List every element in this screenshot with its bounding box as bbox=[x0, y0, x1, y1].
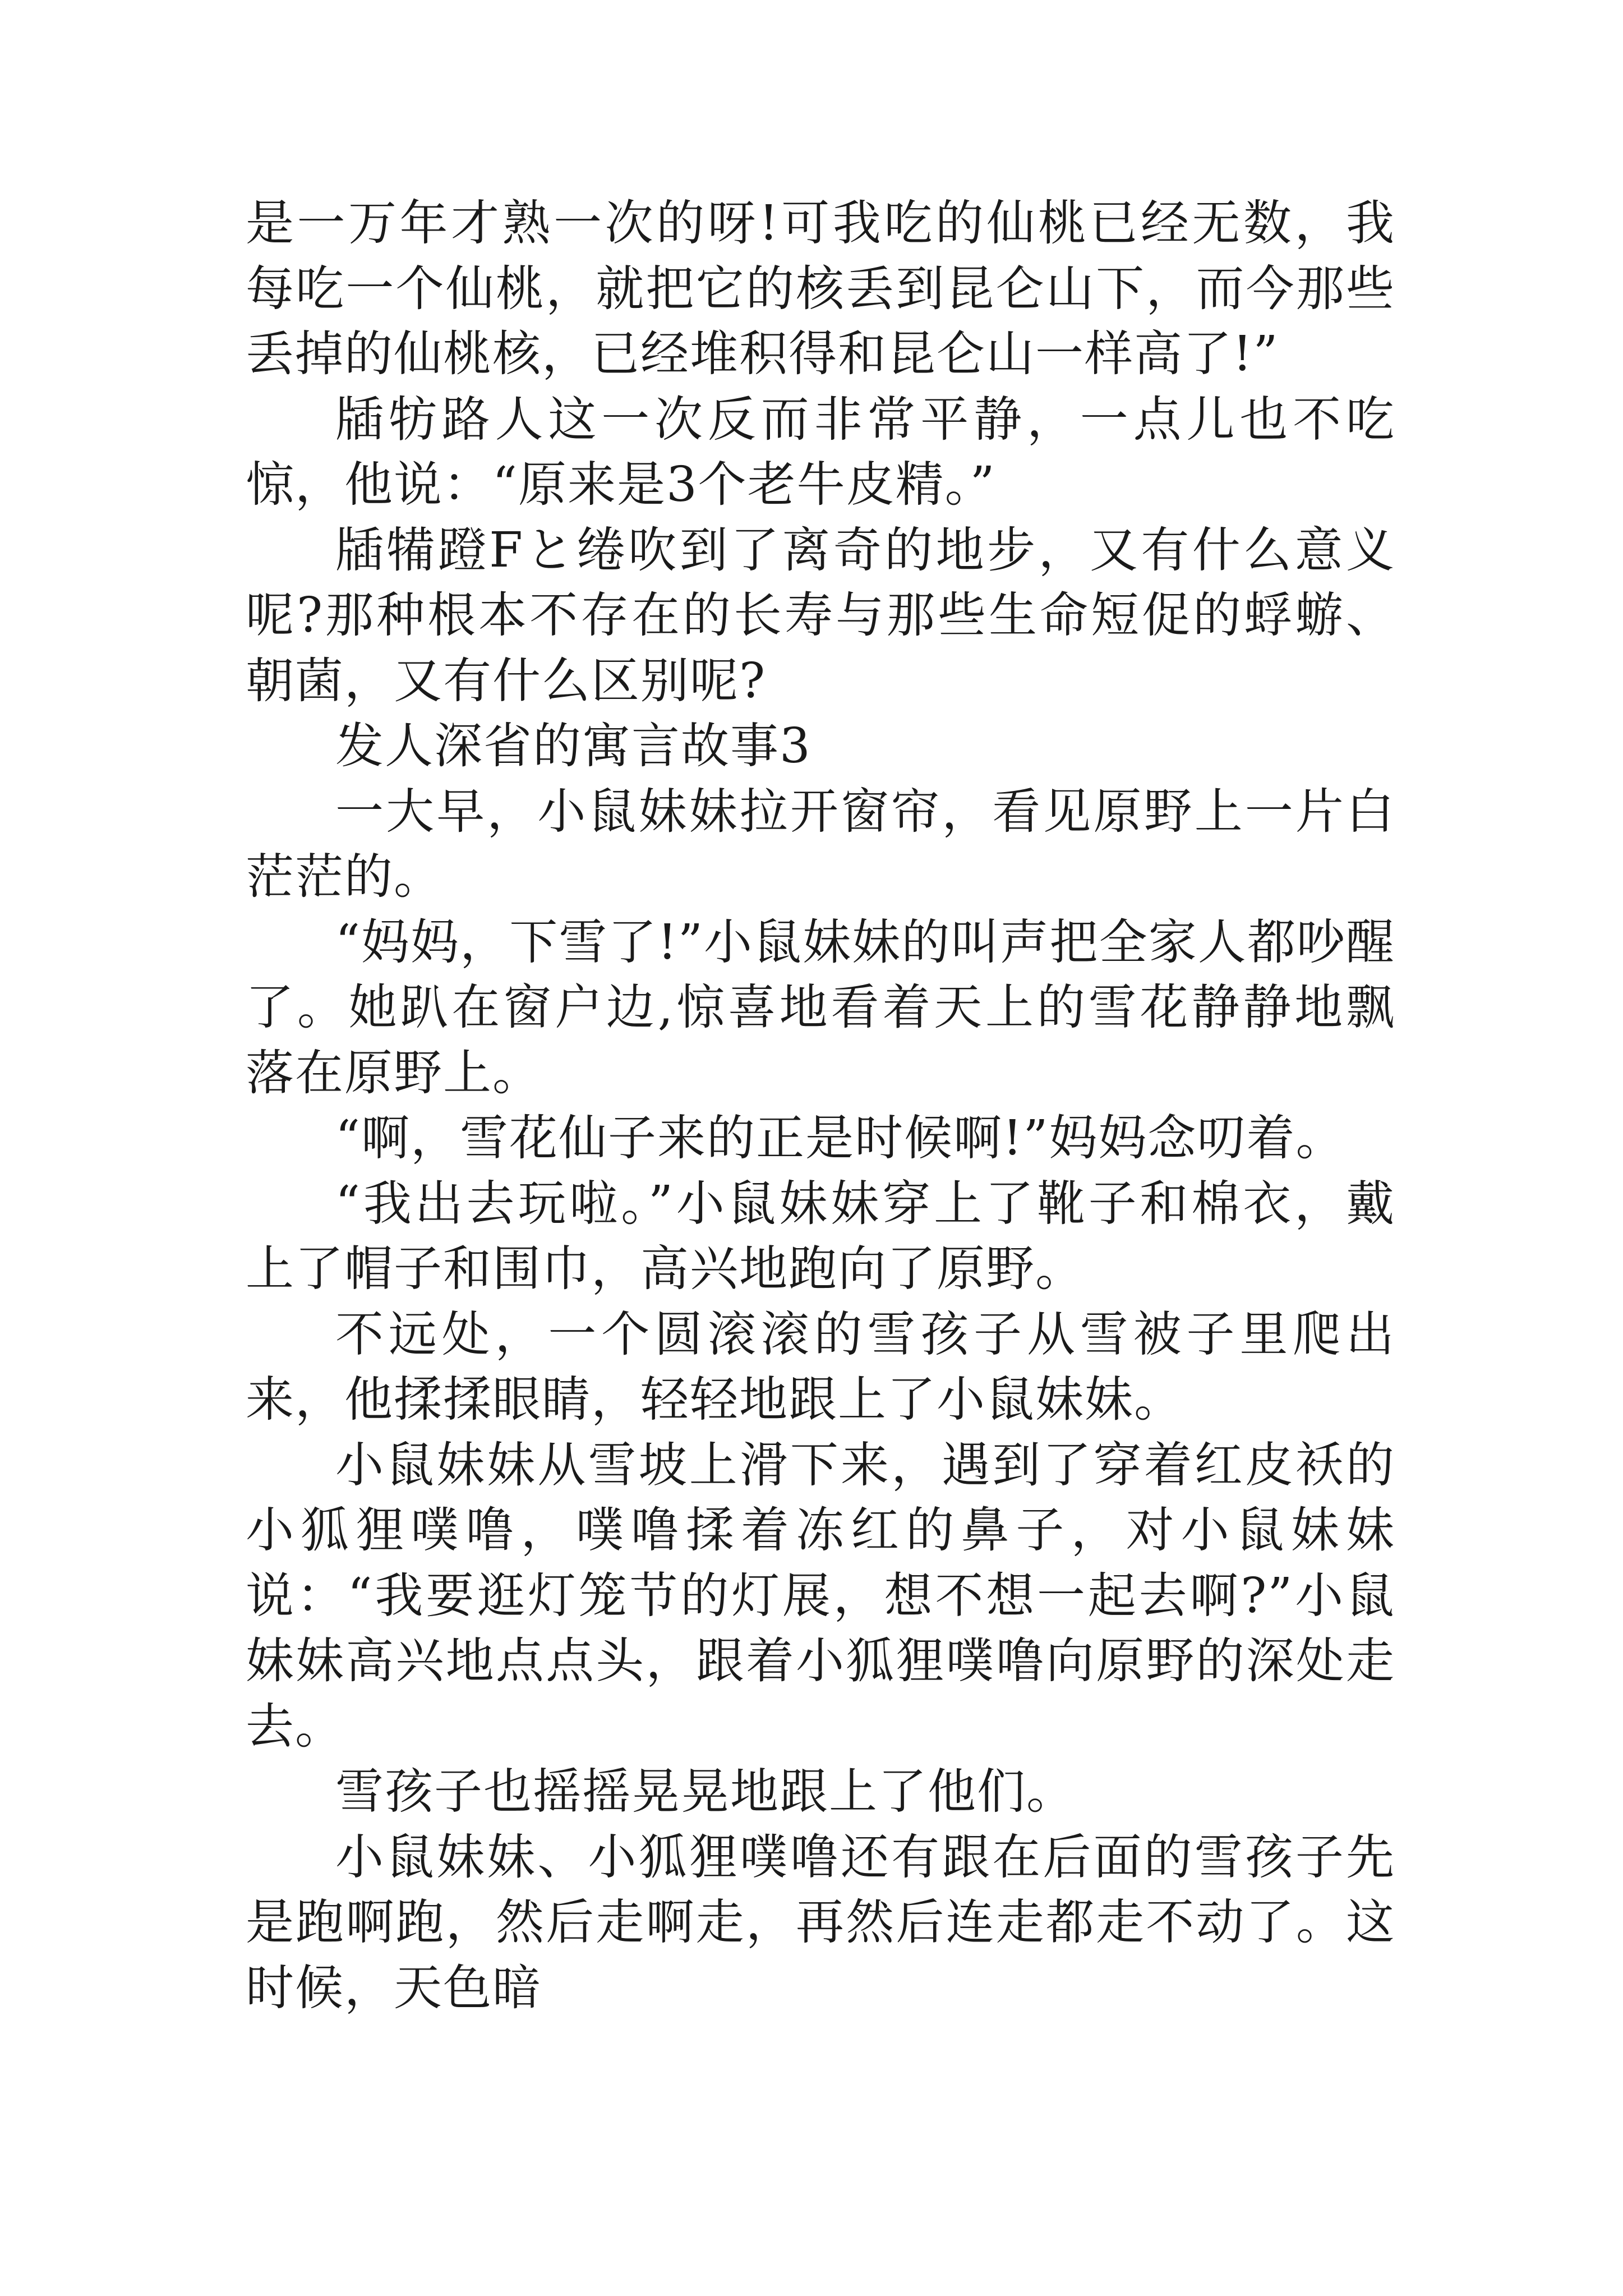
paragraph: 是一万年才熟一次的呀!可我吃的仙桃已经无数，我每吃一个仙桃，就把它的核丢到昆仑山下，而今那些丢掉的仙桃核，已经堆积得和昆仑山一样高了!” bbox=[246, 195, 1395, 383]
paragraph: 雪孩子也摇摇晃晃地跟上了他们。 bbox=[335, 1764, 1076, 1820]
paragraph: “啊，雪花仙子来的正是时候啊!”妈妈念叨着。 bbox=[335, 1110, 1345, 1167]
paragraph: “妈妈，下雪了!”小鼠妹妹的叫声把全家人都吵醒了。她趴在窗户边,惊喜地看着天上的雪花静静地飘落在原野上。 bbox=[246, 914, 1395, 1101]
paragraph: 小鼠妹妹从雪坡上滑下来，遇到了穿着红皮袄的小狐狸噗噜，噗噜揉着冻红的鼻子，对小鼠妹妹说：“我要逛灯笼节的灯展，想不想一起去啊?”小鼠妹妹高兴地点点头，跟着小狐狸噗噜向原野的深处走去。 bbox=[246, 1437, 1395, 1755]
body-text bbox=[246, 191, 1395, 2021]
paragraph: 牐犕蹬Fと绻吹到了离奇的地步，又有什么意义呢?那种根本不存在的长寿与那些生命短促的蜉蝣、朝菌，又有什么区别呢? bbox=[246, 522, 1395, 709]
paragraph: “我出去玩啦。”小鼠妹妹穿上了靴子和棉衣，戴上了帽子和围巾，高兴地跑向了原野。 bbox=[246, 1175, 1395, 1297]
paragraph: 牐牥路人这一次反而非常平静，一点儿也不吃惊，他说：“原来是3个老牛皮精。” bbox=[246, 391, 1395, 513]
paragraph: 一大早，小鼠妹妹拉开窗帘，看见原野上一片白茫茫的。 bbox=[246, 783, 1395, 905]
paragraph: 小鼠妹妹、小狐狸噗噜还有跟在后面的雪孩子先是跑啊跑，然后走啊走，再然后连走都走不动了。这时候，天色暗 bbox=[246, 1829, 1395, 2016]
section-heading: 发人深省的寓言故事3 bbox=[335, 718, 811, 775]
paragraph: 不远处，一个圆滚滚的雪孩子从雪被子里爬出来，他揉揉眼睛，轻轻地跟上了小鼠妹妹。 bbox=[246, 1306, 1395, 1428]
